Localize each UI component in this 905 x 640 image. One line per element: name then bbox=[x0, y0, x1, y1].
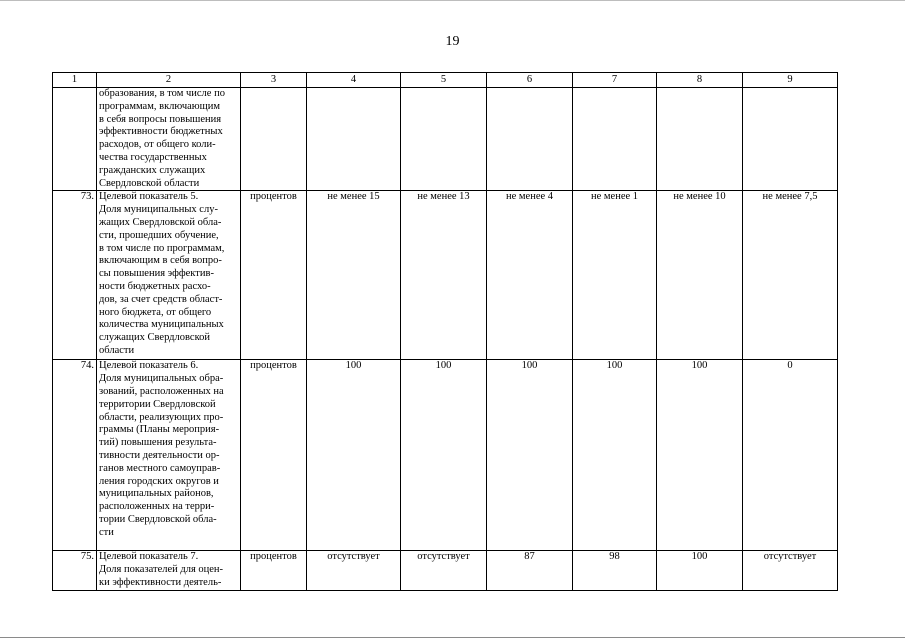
indicator-name-line: чества государственных bbox=[99, 151, 207, 163]
indicator-name-line: сы повышения эффектив- bbox=[99, 268, 214, 280]
value-cell: 100 bbox=[657, 360, 743, 551]
indicator-name-line: в себя вопросы повышения bbox=[99, 113, 222, 125]
indicator-name-line: области, реализующих про- bbox=[99, 411, 224, 423]
indicator-name-line: тий) повышения результа- bbox=[99, 437, 217, 449]
value-cell: не менее 7,5 bbox=[743, 191, 838, 360]
indicator-name-line: территории Свердловской bbox=[99, 398, 216, 410]
unit-cell: процентов bbox=[241, 360, 307, 551]
indicator-name-line: служащих Свердловской bbox=[99, 332, 211, 344]
header-cell-6: 6 bbox=[487, 73, 573, 88]
indicator-name-line: расположенных на терри- bbox=[99, 501, 215, 513]
value-cell: 100 bbox=[487, 360, 573, 551]
unit-cell: процентов bbox=[241, 191, 307, 360]
indicator-name-line: образования, в том числе по bbox=[99, 88, 225, 99]
value-cell: не менее 10 bbox=[657, 191, 743, 360]
value-cell bbox=[657, 88, 743, 191]
indicator-name-line: в том числе по программам, bbox=[99, 242, 225, 254]
header-cell-2: 2 bbox=[97, 73, 241, 88]
indicators-table bbox=[52, 72, 838, 591]
value-cell: 87 bbox=[487, 551, 573, 590]
value-cell: не менее 15 bbox=[307, 191, 401, 360]
header-cell-8: 8 bbox=[657, 73, 743, 88]
table-row bbox=[53, 360, 838, 551]
row-number: 75. bbox=[53, 551, 97, 590]
indicator-name-line: муниципальных районов, bbox=[99, 488, 214, 500]
indicator-name-line: граммы (Планы мероприя- bbox=[99, 424, 220, 436]
value-cell bbox=[487, 88, 573, 191]
unit-cell bbox=[241, 88, 307, 191]
indicator-name-line: Доля муниципальных обра- bbox=[99, 373, 224, 385]
indicator-name-line: эффективности бюджетных bbox=[99, 126, 223, 138]
page-bottom-edge bbox=[0, 637, 905, 638]
indicator-name-line: ления городских округов и bbox=[99, 475, 219, 487]
table-row bbox=[53, 88, 838, 191]
indicator-name-line: ганов местного самоуправ- bbox=[99, 462, 221, 474]
table-row bbox=[53, 191, 838, 360]
indicator-name-line: сти bbox=[99, 526, 114, 538]
indicator-name-line: расходов, от общего коли- bbox=[99, 139, 216, 151]
indicator-name bbox=[97, 360, 241, 551]
value-cell: не менее 13 bbox=[401, 191, 487, 360]
indicator-name-line: Целевой показатель 7. bbox=[99, 551, 199, 563]
page-top-edge bbox=[0, 0, 905, 1]
indicator-name-line: тории Свердловской обла- bbox=[99, 513, 217, 525]
header-cell-4: 4 bbox=[307, 73, 401, 88]
indicator-name-line: Целевой показатель 5. bbox=[99, 191, 199, 203]
value-cell: не менее 1 bbox=[573, 191, 657, 360]
indicator-name-line: ки эффективности деятель- bbox=[99, 576, 222, 588]
indicator-name-line: гражданских служащих bbox=[99, 164, 206, 176]
indicator-name-line: жащих Свердловской обла- bbox=[99, 216, 222, 228]
value-cell: отсутствует bbox=[307, 551, 401, 590]
value-cell: 100 bbox=[573, 360, 657, 551]
value-cell: 0 bbox=[743, 360, 838, 551]
value-cell: не менее 4 bbox=[487, 191, 573, 360]
page-number: 19 bbox=[445, 34, 460, 49]
value-cell: 100 bbox=[401, 360, 487, 551]
header-row bbox=[53, 73, 838, 88]
indicator-name bbox=[97, 191, 241, 360]
header-cell-5: 5 bbox=[401, 73, 487, 88]
indicator-name-line: ного бюджета, от общего bbox=[99, 306, 212, 318]
value-cell: 98 bbox=[573, 551, 657, 590]
indicator-name-line: области bbox=[99, 344, 135, 356]
value-cell: 100 bbox=[657, 551, 743, 590]
indicator-name-line: Свердловской области bbox=[99, 177, 200, 189]
unit-cell: процентов bbox=[241, 551, 307, 590]
indicator-name-line: программам, включающим bbox=[99, 100, 220, 112]
value-cell: отсутствует bbox=[401, 551, 487, 590]
indicator-name-line: Доля муниципальных слу- bbox=[99, 204, 218, 216]
header-cell-9: 9 bbox=[743, 73, 838, 88]
table-row bbox=[53, 551, 838, 590]
indicator-name-line: количества муниципальных bbox=[99, 319, 224, 331]
indicator-name-line: зований, расположенных на bbox=[99, 385, 224, 397]
value-cell bbox=[573, 88, 657, 191]
row-number: 74. bbox=[53, 360, 97, 551]
indicator-name bbox=[97, 88, 241, 191]
value-cell: 100 bbox=[307, 360, 401, 551]
row-number: 73. bbox=[53, 191, 97, 360]
header-cell-3: 3 bbox=[241, 73, 307, 88]
header-cell-7: 7 bbox=[573, 73, 657, 88]
value-cell: отсутствует bbox=[743, 551, 838, 590]
indicator-name-line: тивности деятельности ор- bbox=[99, 449, 220, 461]
indicator-name bbox=[97, 551, 241, 590]
indicator-name-line: дов, за счет средств област- bbox=[99, 293, 223, 305]
indicator-name-line: Доля показателей для оцен- bbox=[99, 564, 224, 576]
indicator-name-line: включающим в себя вопро- bbox=[99, 255, 222, 267]
indicator-name-line: ности бюджетных расхо- bbox=[99, 280, 211, 292]
indicator-name-line: сти, прошедших обучение, bbox=[99, 229, 219, 241]
value-cell bbox=[401, 88, 487, 191]
row-number bbox=[53, 88, 97, 191]
indicator-name-line: Целевой показатель 6. bbox=[99, 360, 199, 372]
value-cell bbox=[307, 88, 401, 191]
value-cell bbox=[743, 88, 838, 191]
header-cell-1: 1 bbox=[53, 73, 97, 88]
